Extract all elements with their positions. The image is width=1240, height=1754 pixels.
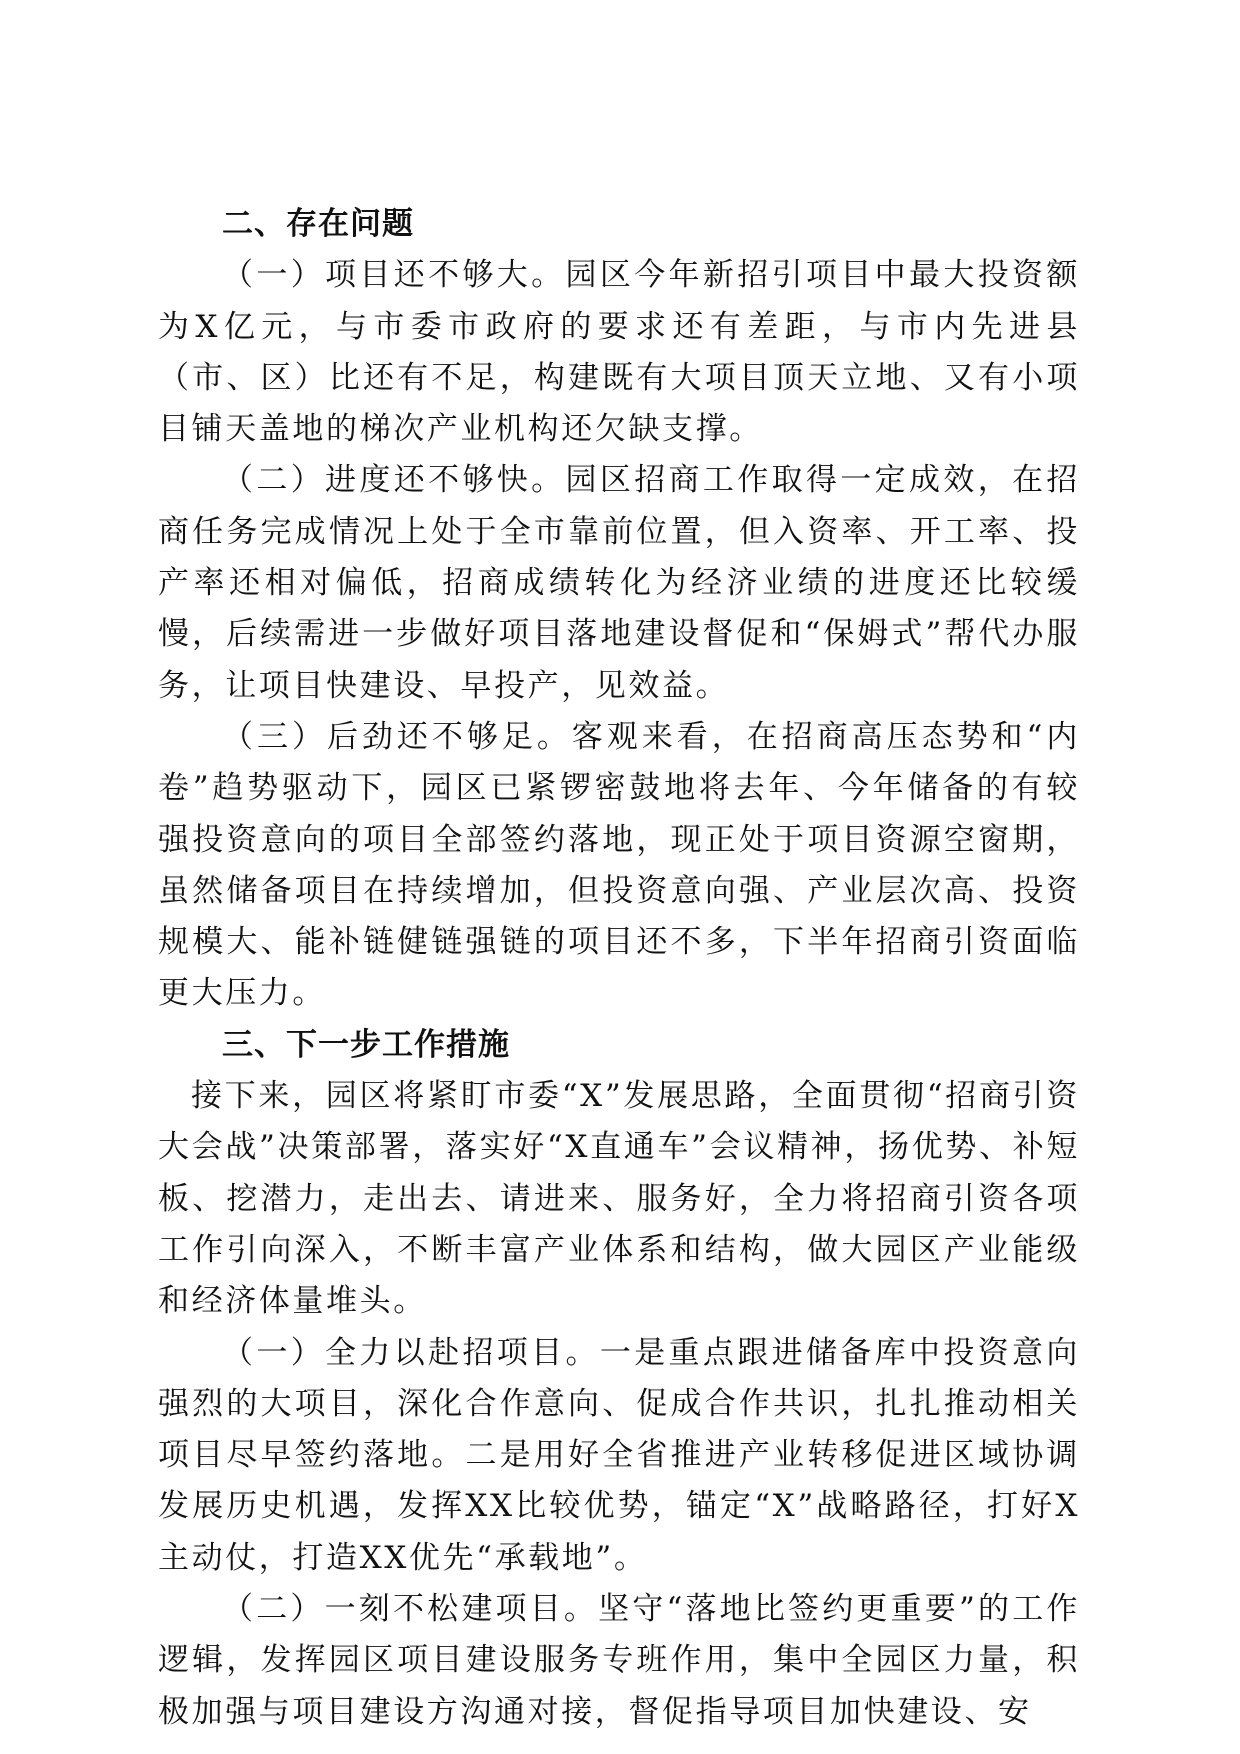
- document-body: [158, 199, 1080, 1738]
- paragraph-next-steps-intro: 接下来，园区将紧盯市委“X”发展思路，全面贯彻“招商引资大会战”决策部署，落实好“X直通车”会议精神，扬优势、补短板、挖潜力，走出去、请进来、服务好，全力将招商引资各项工作引向深入，不断丰富产业体系和结构，做大园区产业能级和经济体量堆头。: [158, 1078, 1080, 1320]
- paragraph-problem-2: （二）进度还不够快。园区招商工作取得一定成效，在招商任务完成情况上处于全市靠前位置，但入资率、开工率、投产率还相对偏低，招商成绩转化为经济业绩的进度还比较缓慢，后续需进一步做好项目落地建设督促和“保姆式”帮代办服务，让项目快建设、早投产，见效益。: [158, 462, 1080, 704]
- section-heading-next-steps: 三、下一步工作措施: [222, 1026, 510, 1063]
- paragraph-measure-2: （二）一刻不松建项目。坚守“落地比签约更重要”的工作逻辑，发挥园区项目建设服务专班作用，集中全园区力量，积极加强与项目建设方沟通对接，督促指导项目加快建设、安: [158, 1591, 1080, 1730]
- section-heading-problems: 二、存在问题: [222, 206, 414, 242]
- paragraph-measure-1: （一）全力以赴招项目。一是重点跟进储备库中投资意向强烈的大项目，深化合作意向、促成合作共识，扎扎推动相关项目尽早签约落地。二是用好全省推进产业转移促进区域协调发展历史机遇，发挥XX比较优势，锚定“X”战略路径，打好X主动仗，打造XX优先“承载地”。: [158, 1334, 1080, 1576]
- paragraph-problem-1: （一）项目还不够大。园区今年新招引项目中最大投资额为X亿元，与市委市政府的要求还有差距，与市内先进县（市、区）比还有不足，构建既有大项目顶天立地、又有小项目铺天盖地的梯次产业机构还欠缺支撑。: [158, 257, 1080, 448]
- paragraph-problem-3: （三）后劲还不够足。客观来看，在招商高压态势和“内卷”趋势驱动下，园区已紧锣密鼓地将去年、今年储备的有较强投资意向的项目全部签约落地，现正处于项目资源空窗期，虽然储备项目在持续增加，但投资意向强、产业层次高、投资规模大、能补链健链强链的项目还不多，下半年招商引资面临更大压力。: [158, 718, 1080, 1012]
